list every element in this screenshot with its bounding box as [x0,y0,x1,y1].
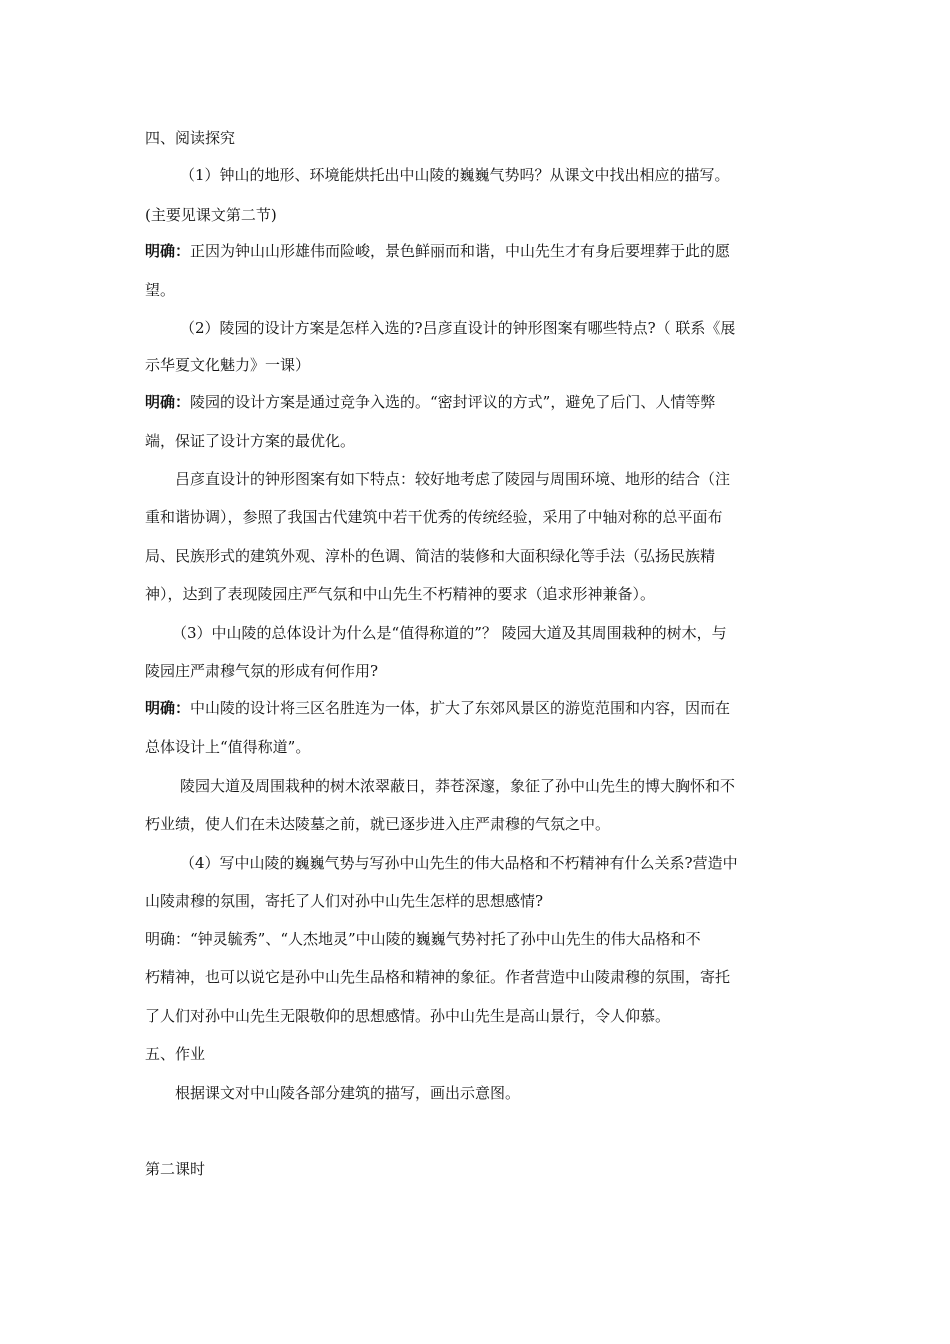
answer-2b-line2: 重和谐协调），参照了我国古代建筑中若干优秀的传统经验，采用了中轴对称的总平面布 [145,508,723,526]
section-heading-reading: 四、阅读探究 [145,129,236,147]
question-4-cont: 山陵肃穆的氛围，寄托了人们对孙中山先生怎样的思想感情? [145,892,544,910]
question-3-cont: 陵园庄严肃穆气氛的形成有何作用? [145,662,379,680]
answer-label: 明确： [145,699,191,717]
section-heading-homework: 五、作业 [145,1045,206,1063]
question-2: （2）陵园的设计方案是怎样入选的?吕彦直设计的钟形图案有哪些特点?（ 联系《展 [180,319,736,337]
answer-4: 明确：“钟灵毓秀”、“人杰地灵”中山陵的巍巍气势衬托了孙中山先生的伟大品格和不 [145,930,701,948]
answer-1-text: 正因为钟山山形雄伟而险峻，景色鲜丽而和谐，中山先生才有身后要埋葬于此的愿 [190,242,731,260]
question-3: （3）中山陵的总体设计为什么是“值得称道的”？ 陵园大道及其周围栽种的树木，与 [172,624,727,642]
answer-1-cont: 望。 [145,281,176,299]
answer-3-text: 中山陵的设计将三区名胜连为一体，扩大了东郊风景区的游览范围和内容，因而在 [190,699,731,717]
answer-3b-cont: 朽业绩，使人们在未达陵墓之前，就已逐步进入庄严肃穆的气氛之中。 [145,815,611,833]
answer-1 [145,241,815,261]
answer-2b: 吕彦直设计的钟形图案有如下特点：较好地考虑了陵园与周围环境、地形的结合（注 [175,470,731,488]
answer-4-line2: 朽精神，也可以说它是孙中山先生品格和精神的象征。作者营造中山陵肃穆的氛围，寄托 [145,968,731,986]
homework-text: 根据课文对中山陵各部分建筑的描写，画出示意图。 [175,1084,521,1102]
question-1-note: (主要见课文第二节) [145,206,277,224]
answer-2-text: 陵园的设计方案是通过竞争入选的。“密封评议的方式”，避免了后门、人情等弊 [190,393,716,411]
answer-3 [145,698,815,718]
answer-2b-line4: 神），达到了表现陵园庄严气氛和中山先生不朽精神的要求（追求形神兼备）。 [145,585,656,603]
lesson-2-heading: 第二课时 [145,1160,206,1178]
answer-2 [145,392,815,412]
answer-label: 明确： [145,242,191,260]
answer-3b: 陵园大道及周围栽种的树木浓翠蔽日，莽苍深邃，象征了孙中山先生的博大胸怀和不 [180,777,736,795]
question-4: （4）写中山陵的巍巍气势与写孙中山先生的伟大品格和不朽精神有什么关系?营造中 [180,854,738,872]
question-2-cont: 示华夏文化魅力》一课） [145,356,311,374]
question-1: （1）钟山的地形、环境能烘托出中山陵的巍巍气势吗？从课文中找出相应的描写。 [180,166,730,184]
answer-label: 明确： [145,393,191,411]
answer-2-cont: 端，保证了设计方案的最优化。 [145,432,356,450]
answer-3-cont: 总体设计上“值得称道”。 [145,738,311,756]
answer-4-line3: 了人们对孙中山先生无限敬仰的思想感情。孙中山先生是高山景行，令人仰慕。 [145,1007,671,1025]
answer-2b-line3: 局、民族形式的建筑外观、淳朴的色调、简洁的装修和大面积绿化等手法（弘扬民族精 [145,547,716,565]
